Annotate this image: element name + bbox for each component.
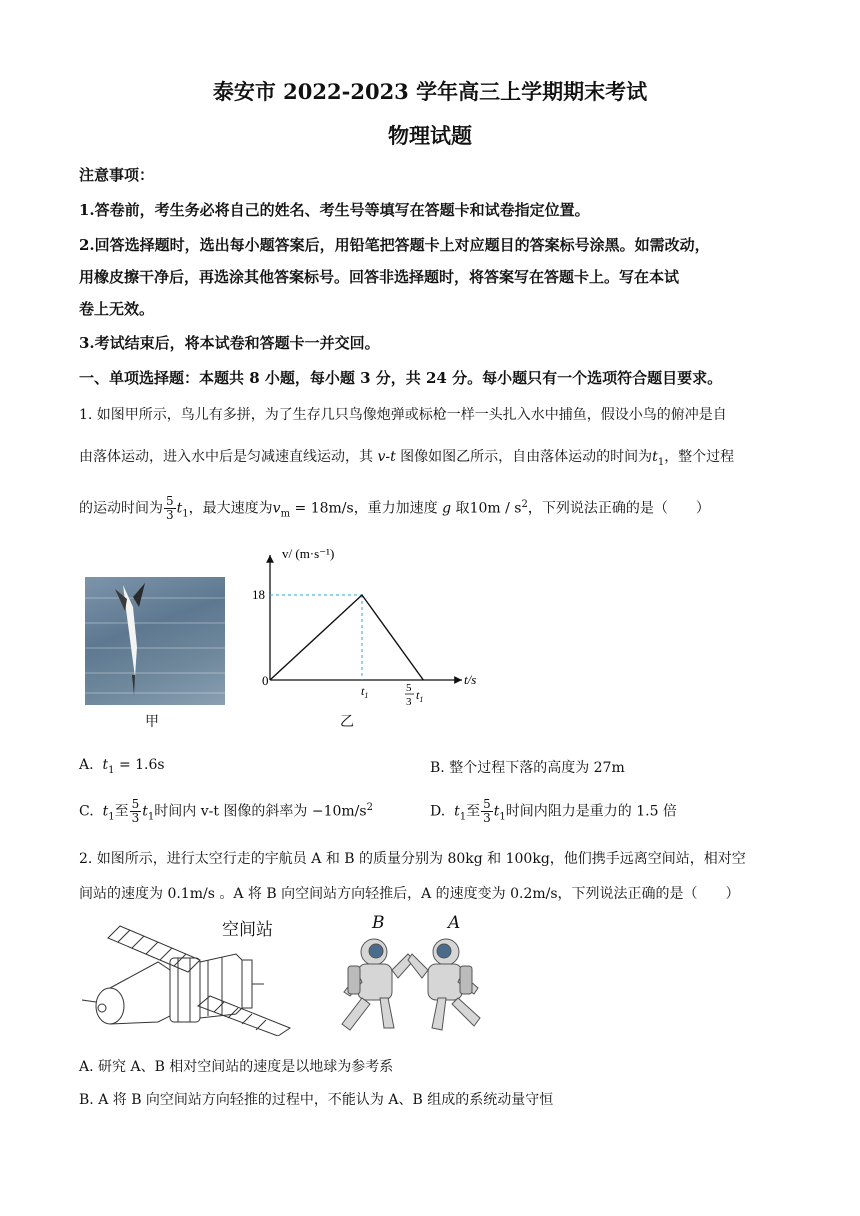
bird-icon [85,577,225,705]
station-label: 空间站 [222,920,273,940]
q1-option-c: C. $t_1$至 $\frac{5}{3}$ $t_1$时间内 v-t 图像的斜率为 $-10m/s^2$ [79,797,373,825]
astronauts-drawing [322,932,502,1042]
x-tick-label-t1: $t_1$ [361,684,369,700]
origin-label: 0 [262,673,269,688]
astronaut-a-label: A [448,913,461,933]
diving-bird-photo [85,577,225,705]
svg-text:t1: $t_1$ [416,688,424,704]
q1-option-a: A. $t_1 = 1.6s$ [79,757,165,776]
q2-line-1: 2. 如图所示，进行太空行走的宇航员 A 和 B 的质量分别为 80kg 和 100kg，他们携手远离空间站，相对空 [79,851,746,867]
q2-option-a: A. 研究 A、B 相对空间站的速度是以地球为参考系 [79,1059,394,1075]
page-title: 泰安市 2022-2023 学年高三上学期期末考试 [212,79,648,104]
y-tick-label: 18 [252,587,265,602]
astronaut-b-label: B [372,913,385,933]
astronaut-b-icon [342,939,414,1030]
notice-item-3: 3.考试结束后，将本试卷和答题卡一并交回。 [79,334,380,352]
space-station-drawing [78,916,298,1036]
q1-option-d: D. $t_1$至 $\frac{5}{3}$ $t_1$时间内阻力是重力的 1.5 倍 [430,797,677,825]
notice-item-2-line-2: 用橡皮擦干净后，再选涂其他答案标号。回答非选择题时，将答案写在答题卡上。写在本试 [79,268,680,286]
q1-line-2: 由落体运动，进入水中后是匀减速直线运动，其 v-t 图像如图乙所示，自由落体运动的时间为$t_1$，整个过程 [79,449,735,468]
q1-line-1: 1. 如图甲所示，鸟儿有多拼，为了生存几只鸟像炮弹或标枪一样一头扎入水中捕鱼，假设小鸟的俯冲是自 [79,407,727,423]
notice-item-2-line-1: 2.回答选择题时，选出每小题答案后，用铅笔把答题卡上对应题目的答案标号涂黑。如需改动， [79,236,710,254]
svg-text:3: 3 [406,696,412,708]
notice-item-1: 1.答卷前，考生务必将自己的姓名、考生号等填写在答题卡和试卷指定位置。 [79,201,590,219]
page-subtitle: 物理试题 [388,123,472,148]
q1-line-3: 的运动时间为 $\frac{5}{3}$ $t_1$，最大速度为$v_m = 18m/s$，重力加速度 g 取$10m / s^2$，下列说法正确的是（ ） [79,494,710,522]
q1-option-b: B. 整个过程下落的高度为 27m [430,760,625,776]
notice-heading: 注意事项： [79,166,155,184]
astronaut-a-icon [408,939,480,1030]
notice-item-2-line-3: 卷上无效。 [79,300,155,318]
section-1-heading: 一、单项选择题：本题共 8 小题，每小题 3 分，共 24 分。每小题只有一个选项符合题目要求。 [79,369,723,387]
graph-label: 乙 [340,714,354,730]
y-axis-label: v/ (m·s⁻¹) [282,546,335,561]
svg-text:5: 5 [406,682,412,694]
photo-label: 甲 [145,714,159,730]
fraction-5-3: $\frac{5}{3}$ [166,494,174,522]
series-line [270,595,423,680]
q2-option-b: B. A 将 B 向空间站方向轻推的过程中，不能认为 A、B 组成的系统动量守恒 [79,1092,554,1108]
x-tick-label-5-3-t1 [405,682,423,708]
q2-line-2: 间站的速度为 0.1m/s 。A 将 B 向空间站方向轻推后，A 的速度变为 0.2m/s，下列说法正确的是（ ） [79,886,740,902]
vt-graph [248,545,498,715]
x-axis-label: t/s [464,672,477,687]
